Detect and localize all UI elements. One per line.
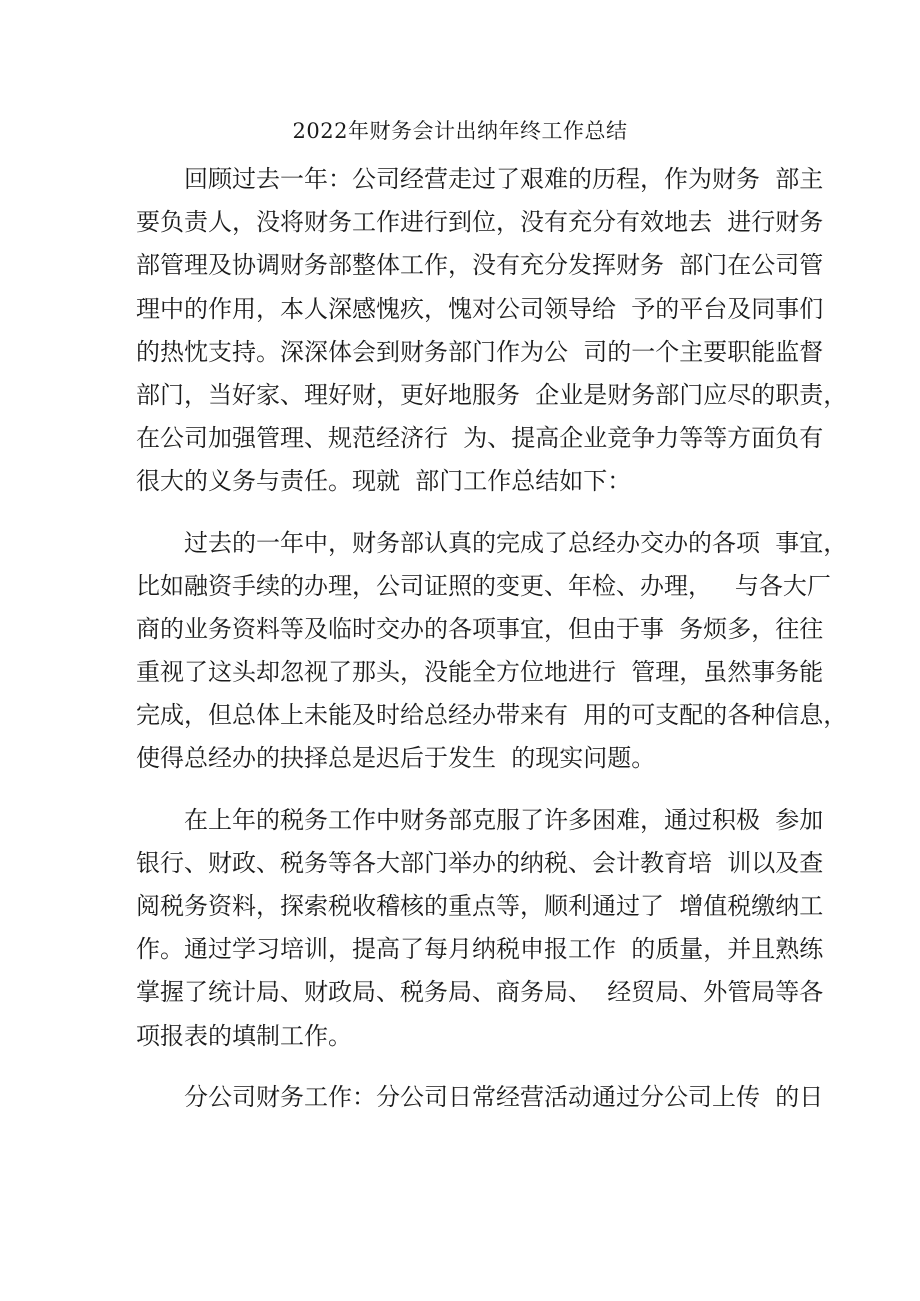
document-title: 2022年财务会计出纳年终工作总结 <box>292 119 628 143</box>
text-line: 完成，但总体上未能及时给总经办带来有 用的可支配的各种信息， <box>136 701 848 730</box>
text-line: 在公司加强管理、规范经济行 为、提高企业竞争力等等方面负有 <box>136 424 824 453</box>
paragraph-gap <box>136 781 792 799</box>
paragraph-gap <box>136 1058 792 1076</box>
text-line: 商的业务资料等及临时交办的各项事宜，但由于事 务烦多，往往 <box>136 614 824 643</box>
text-line: 银行、财政、税务等各大部门举办的纳税、会计教育培 训以及查 <box>136 848 824 877</box>
text-line: 要负责人，没将财务工作进行到位，没有充分有效地去 进行财务 <box>136 208 824 237</box>
text-line: 过去的一年中，财务部认真的完成了总经办交办的各项 事宜， <box>184 528 848 557</box>
text-line: 阅税务资料，探索税收稽核的重点等，顺利通过了 增值税缴纳工 <box>136 892 824 920</box>
text-line: 比如融资手续的办理，公司证照的变更、年检、办理， 与各大厂 <box>136 571 831 600</box>
paragraph-gap <box>136 504 792 522</box>
paragraph-3 <box>136 799 824 1058</box>
paragraph-4 <box>136 1076 824 1119</box>
text-line: 使得总经办的抉择总是迟后于发生 的现实问题。 <box>136 744 656 773</box>
text-line: 分公司财务工作：分公司日常经营活动通过分公司上传 的日 <box>184 1082 824 1111</box>
text-line: 项报表的填制工作。 <box>136 1021 352 1050</box>
text-line: 回顾过去一年：公司经营走过了艰难的历程，作为财务 部主 <box>184 165 824 193</box>
text-line: 理中的作用，本人深感愧疚，愧对公司领导给 予的平台及同事们 <box>136 294 824 323</box>
text-line: 重视了这头却忽视了那头，没能全方位地进行 管理，虽然事务能 <box>136 658 824 687</box>
text-line: 部管理及协调财务部整体工作，没有充分发挥财务 部门在公司管 <box>136 251 824 280</box>
text-line: 掌握了统计局、财政局、税务局、商务局、 经贸局、外管局等各 <box>136 978 824 1007</box>
paragraph-1 <box>136 158 848 504</box>
document-body <box>136 158 848 1119</box>
paragraph-2 <box>136 522 848 781</box>
text-line: 作。通过学习培训，提高了每月纳税申报工作 的质量，并且熟练 <box>136 935 824 964</box>
text-line: 在上年的税务工作中财务部克服了许多困难，通过积极 参加 <box>184 805 824 834</box>
text-line: 很大的义务与责任。现就 部门工作总结如下： <box>136 467 632 496</box>
text-line: 的热忱支持。深深体会到财务部门作为公 司的一个主要职能监督 <box>136 337 824 366</box>
text-line: 部门，当好家、理好财，更好地服务 企业是财务部门应尽的职责， <box>136 380 848 409</box>
